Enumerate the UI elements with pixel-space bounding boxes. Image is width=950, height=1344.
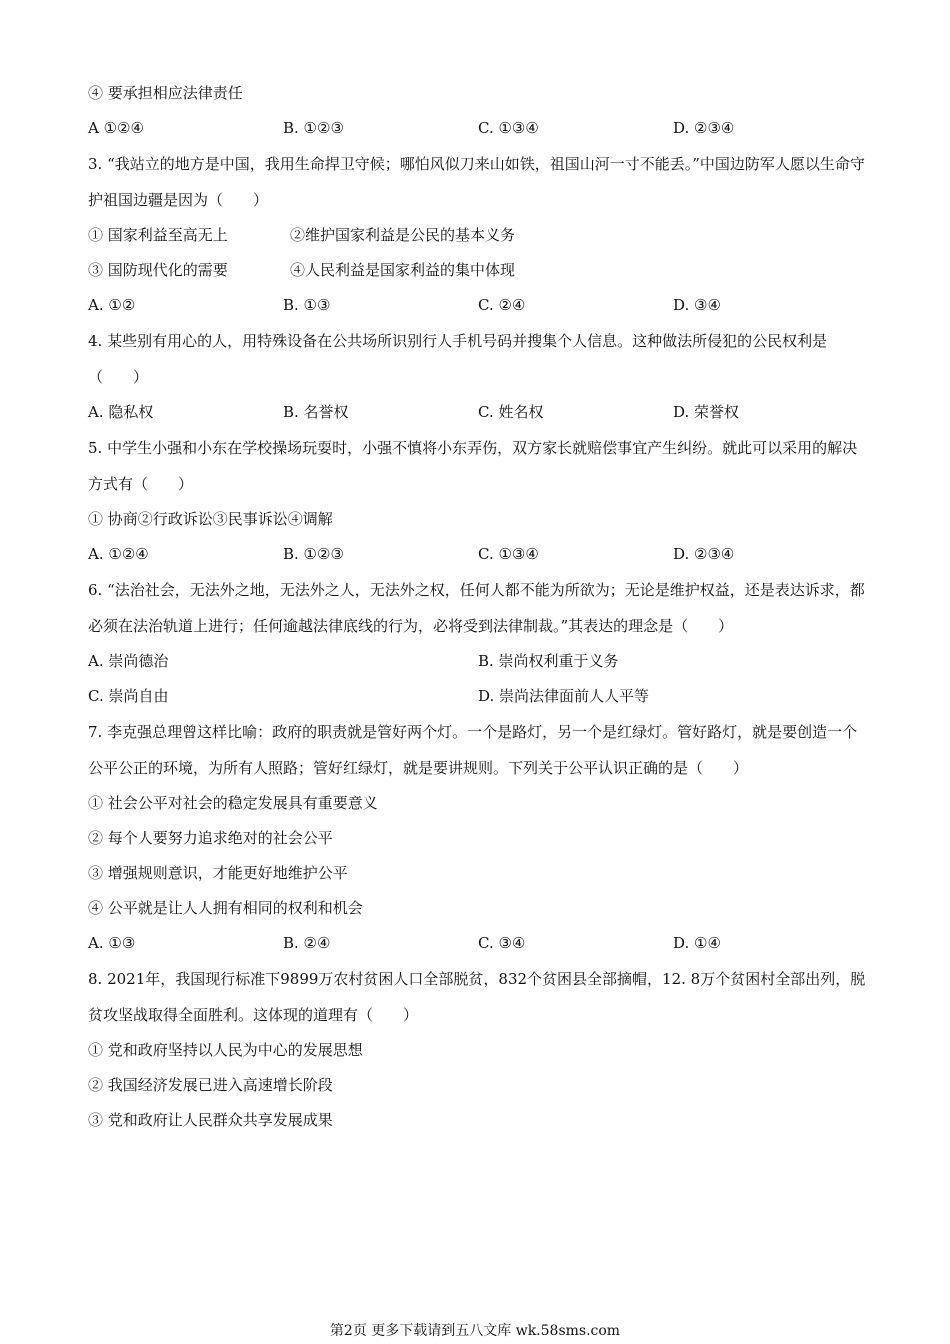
q6-option-c: C. 崇尚自由: [88, 687, 169, 705]
q6-option-d: D. 崇尚法律面前人人平等: [478, 687, 650, 705]
q5-option-b: B. ①②③: [283, 545, 344, 563]
q2-item-4: ④ 要承担相应法律责任: [88, 84, 243, 102]
q3-item-1: ① 国家利益至高无上: [88, 226, 228, 244]
q5-option-d: D. ②③④: [673, 545, 735, 563]
q4-option-c: C. 姓名权: [478, 403, 544, 421]
q2-option-b: B. ①②③: [283, 119, 344, 137]
q7-options: [88, 926, 868, 961]
q5-stem: 5. 中学生小强和小东在学校操场玩耍时，小强不慎将小东弄伤，双方家长就赔偿事宜产生纠纷。就此可以采用的解决方式有（ ）: [88, 439, 858, 493]
q7-option-b: B. ②④: [283, 934, 331, 952]
q3-option-b: B. ①③: [283, 296, 331, 314]
q2-option-a: A ①②④: [88, 119, 144, 137]
q2-options: [88, 111, 868, 146]
q7-option-c: C. ③④: [478, 934, 526, 952]
q2-option-c: C. ①③④: [478, 119, 539, 137]
q3-option-d: D. ③④: [673, 296, 721, 314]
q4-option-b: B. 名誉权: [283, 403, 349, 421]
q8-stem: 8. 2021年，我国现行标准下9899万农村贫困人口全部脱贫，832个贫困县全部摘帽，12. 8万个贫困村全部出列，脱贫攻坚战取得全面胜利。这体现的道理有（ ）: [88, 970, 866, 1024]
q5-option-a: A. ①②④: [88, 545, 149, 563]
q6-options-row-2: [88, 679, 868, 714]
q6-stem: 6. “法治社会，无法外之地，无法外之人，无法外之权，任何人都不能为所欲为；无论是维护权益，还是表达诉求，都必须在法治轨道上进行；任何逾越法律底线的行为，必将受到法律制裁。”其表达的理念是（ ）: [88, 581, 865, 635]
q3-items-row-2: [88, 253, 868, 288]
q7-option-d: D. ①④: [673, 934, 721, 952]
q3-option-c: C. ②④: [478, 296, 526, 314]
q3-item-4: ④人民利益是国家利益的集中体现: [290, 261, 516, 279]
q4-stem: 4. 某些别有用心的人，用特殊设备在公共场所识别行人手机号码并搜集个人信息。这种做法所侵犯的公民权利是（ ）: [88, 332, 828, 386]
q3-items-row-1: [88, 218, 868, 253]
q8-item-2: ② 我国经济发展已进入高速增长阶段: [88, 1076, 333, 1094]
q6-options-row-1: [88, 644, 868, 679]
q4-option-d: D. 荣誉权: [673, 403, 740, 421]
q3-item-3: ③ 国防现代化的需要: [88, 261, 228, 279]
q8-item-3: ③ 党和政府让人民群众共享发展成果: [88, 1111, 333, 1129]
q2-option-d: D. ②③④: [673, 119, 735, 137]
q7-item-2: ② 每个人要努力追求绝对的社会公平: [88, 829, 333, 847]
q8-item-1: ① 党和政府坚持以人民为中心的发展思想: [88, 1041, 363, 1059]
q4-option-a: A. 隐私权: [88, 403, 154, 421]
page-footer: 第2页 更多下载请到五八文库 wk.58sms.com: [329, 1323, 621, 1339]
q6-option-a: A. 崇尚德治: [88, 652, 169, 670]
q6-option-b: B. 崇尚权利重于义务: [478, 652, 619, 670]
q7-item-4: ④ 公平就是让人人拥有相同的权利和机会: [88, 899, 363, 917]
q7-stem: 7. 李克强总理曾这样比喻：政府的职责就是管好两个灯。一个是路灯，另一个是红绿灯。管好路灯，就是要创造一个公平公正的环境，为所有人照路；管好红绿灯，就是要讲规则。下列关于公平认识正确的是（ ）: [88, 723, 858, 777]
q3-stem: 3. “我站立的地方是中国，我用生命捍卫守候；哪怕风似刀来山如铁，祖国山河一寸不能丢。”中国边防军人愿以生命守护祖国边疆是因为（ ）: [88, 155, 865, 209]
q3-option-a: A. ①②: [88, 296, 136, 314]
q7-option-a: A. ①③: [88, 934, 136, 952]
exam-page: [88, 76, 868, 1138]
q5-items: ① 协商②行政诉讼③民事诉讼④调解: [88, 510, 333, 528]
q5-options: [88, 537, 868, 572]
q5-option-c: C. ①③④: [478, 545, 539, 563]
q3-item-2: ②维护国家利益是公民的基本义务: [290, 226, 516, 244]
q4-options: [88, 395, 868, 430]
q7-item-3: ③ 增强规则意识，才能更好地维护公平: [88, 864, 348, 882]
q7-item-1: ① 社会公平对社会的稳定发展具有重要意义: [88, 794, 378, 812]
q3-options: [88, 288, 868, 323]
